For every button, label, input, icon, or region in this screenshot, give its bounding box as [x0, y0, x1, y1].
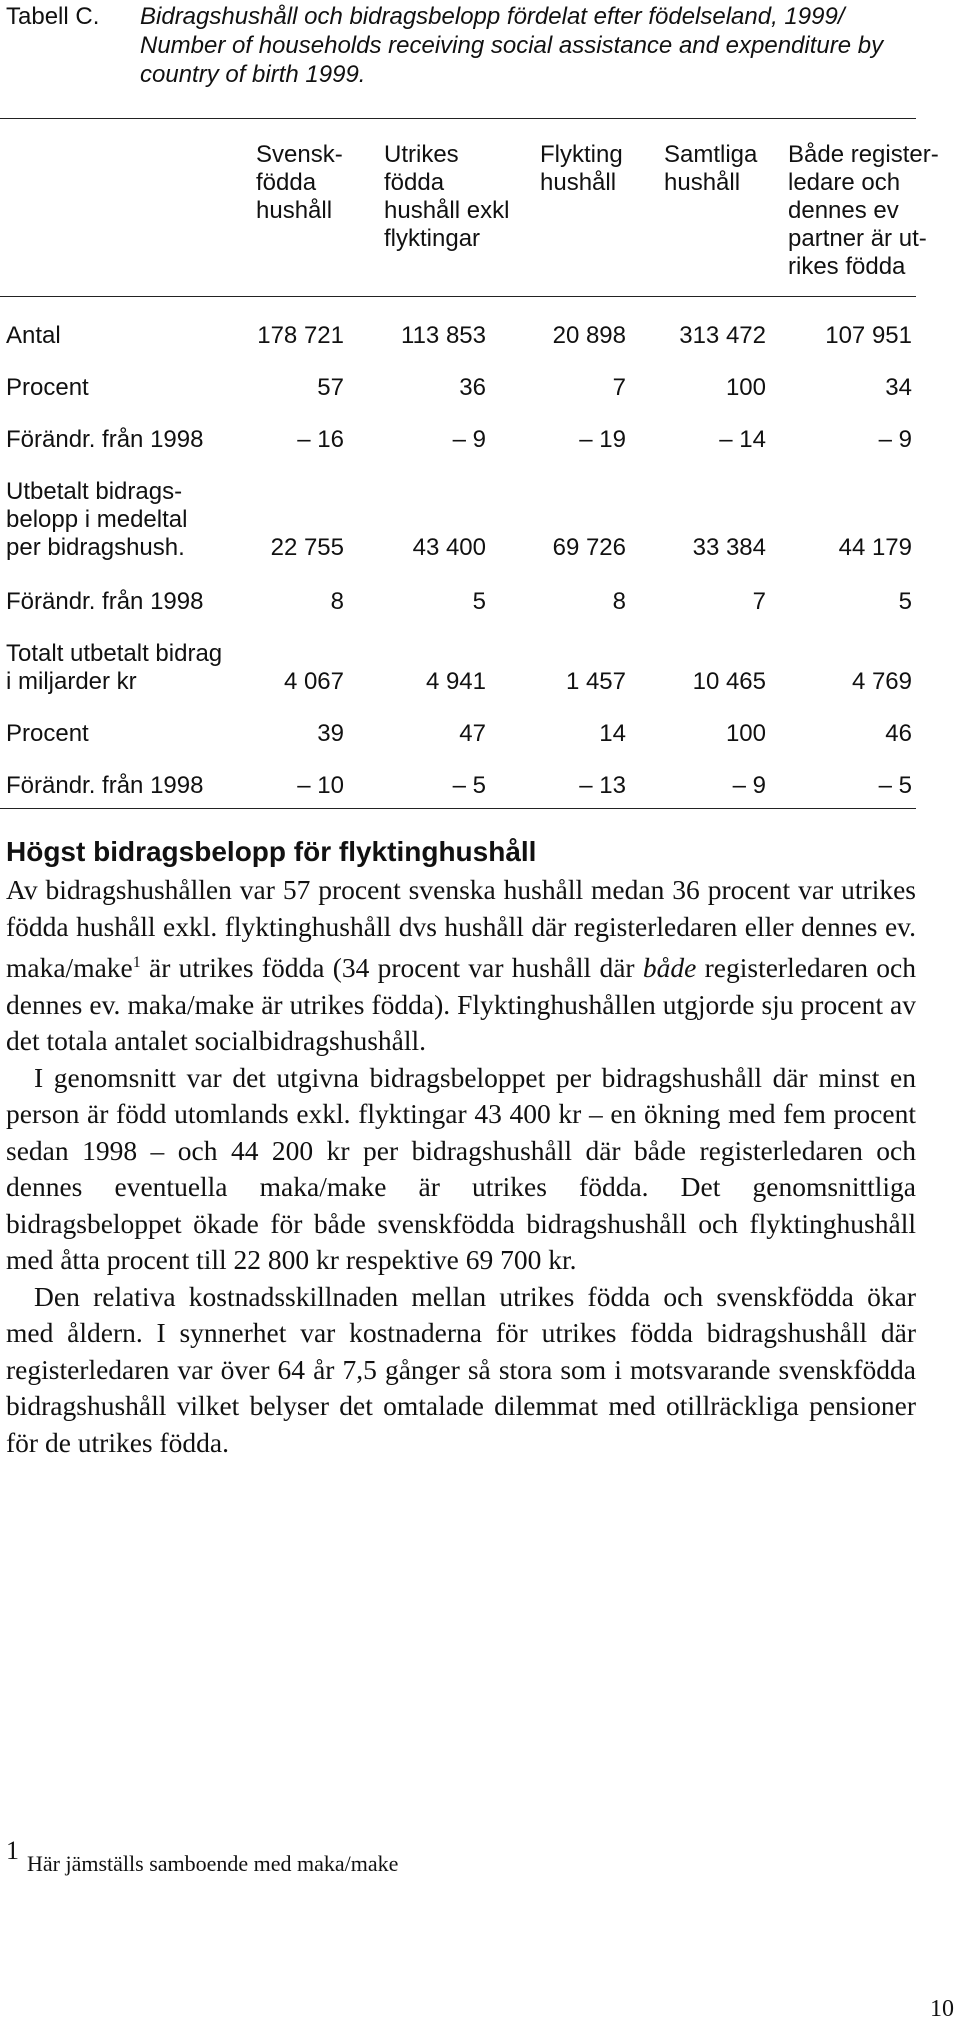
- paragraph-text: registerledaren och dennes ev. maka/make är utrikes födda). Flyktinghushållen utgjorde sju procent av det totala antalet socialbidragshushåll.: [6, 952, 916, 1057]
- table-cell: 20 898: [552, 322, 626, 349]
- row-label: Totalt utbetalt bidrag i miljarder kr: [6, 640, 223, 695]
- table-cell: – 5: [878, 772, 912, 799]
- table-cell: 33 384: [692, 534, 766, 561]
- table-cell: 7: [612, 374, 626, 401]
- paragraph: I genomsnitt var det utgivna bidragsbeloppet per bidragshushåll där minst en person är född utomlands exkl. flyktingar 43 400 kr – en ökning med fem procent sedan 1998 – och 44 200 kr per bidragshushåll där både registerledaren och dennes eventuella maka/make är utrikes födda. Det genomsnittliga bidragsbeloppet ökade för både svenskfödda bidragshushåll och flyktinghushåll med åtta procent till 22 800 kr respektive 69 700 kr.: [6, 1061, 916, 1276]
- table-cell: 4 769: [851, 668, 912, 695]
- row-label: Antal: [6, 322, 61, 349]
- row-label: Förändr. från 1998: [6, 772, 204, 799]
- row-label: Procent: [6, 720, 89, 747]
- table-cell: 8: [330, 588, 344, 615]
- table-title: Bidragshushåll och bidragsbelopp fördelat efter födelseland, 1999/ Number of households receiving social assistance and expenditure by country of birth 1999.: [140, 3, 884, 88]
- table-cell: – 19: [579, 426, 626, 453]
- table-cell: 10 465: [692, 668, 766, 695]
- table-cell: 57: [317, 374, 344, 401]
- row-label: Procent: [6, 374, 89, 401]
- table-cell: 5: [898, 588, 912, 615]
- table-cell: 113 853: [401, 322, 486, 349]
- table-cell: – 5: [452, 772, 486, 799]
- table-cell: – 13: [579, 772, 626, 799]
- table-cell: – 9: [732, 772, 766, 799]
- body-text: [6, 872, 916, 1461]
- table-cell: 47: [459, 720, 486, 747]
- table-cell: – 16: [297, 426, 344, 453]
- footnote-marker: 1: [6, 1836, 19, 1865]
- row-label: Förändr. från 1998: [6, 588, 204, 615]
- table-cell: 22 755: [270, 534, 344, 561]
- row-label: Förändr. från 1998: [6, 426, 204, 453]
- section-heading: Högst bidragsbelopp för flyktinghushåll: [6, 836, 537, 867]
- paragraph-text: Av bidragshushållen var 57 procent svenska hushåll medan 36 procent var utrikes födda hushåll exkl. flyktinghushåll dvs hushåll där registerledaren eller dennes ev. maka/make: [6, 874, 916, 984]
- table-cell: 5: [472, 588, 486, 615]
- table-cell: 100: [725, 374, 766, 401]
- column-header-samtliga: Samtliga hushåll: [664, 141, 758, 196]
- table-cell: 34: [885, 374, 912, 401]
- table-cell: 107 951: [825, 322, 912, 349]
- table-cell: 178 721: [257, 322, 344, 349]
- table-bottom-rule: [0, 808, 916, 809]
- table-number: Tabell C.: [6, 3, 100, 30]
- paragraph-text: är utrikes födda (34 procent var hushåll där: [140, 952, 643, 984]
- row-label: Utbetalt bidrags- belopp i medeltal per bidragshush.: [6, 478, 188, 561]
- column-header-bade-utrikes: Både register- ledare och dennes ev partner är ut- rikes födda: [788, 141, 939, 280]
- footnote-ref: 1: [132, 954, 141, 971]
- table-cell: 7: [752, 588, 766, 615]
- table-top-rule: [0, 118, 916, 119]
- paragraph: [6, 872, 916, 1060]
- table-cell: 43 400: [412, 534, 486, 561]
- table-cell: 100: [725, 720, 766, 747]
- table-cell: – 9: [452, 426, 486, 453]
- table-header-rule: [0, 296, 916, 297]
- table-cell: 69 726: [552, 534, 626, 561]
- table-cell: 36: [459, 374, 486, 401]
- column-header-utrikes-fodda: Utrikes födda hushåll exkl flyktingar: [384, 141, 510, 252]
- table-cell: 44 179: [838, 534, 912, 561]
- table-cell: 14: [599, 720, 626, 747]
- table-cell: 4 067: [283, 668, 344, 695]
- table-cell: 39: [317, 720, 344, 747]
- column-header-svenskfodda: Svensk- födda hushåll: [256, 141, 343, 224]
- footnote-text: Här jämställs samboende med maka/make: [27, 1851, 399, 1876]
- emphasis: både: [642, 952, 697, 984]
- table-cell: – 10: [297, 772, 344, 799]
- table-cell: – 14: [719, 426, 766, 453]
- footnote: [6, 1836, 398, 1877]
- table-cell: 1 457: [565, 668, 626, 695]
- table-cell: 313 472: [679, 322, 766, 349]
- paragraph: Den relativa kostnadsskillnaden mellan utrikes födda och svenskfödda ökar med åldern. I synnerhet var kostnaderna för utrikes födda bidragshushåll där registerledaren var över 64 år 7,5 gånger så stora som i motsvarande svenskfödda bidragshushåll vilket belyser det omtalade dilemmat med otillräckliga pensioner för de utrikes födda.: [6, 1280, 916, 1458]
- table-cell: 46: [885, 720, 912, 747]
- table-cell: 4 941: [425, 668, 486, 695]
- table-cell: – 9: [878, 426, 912, 453]
- column-header-flykting: Flykting hushåll: [540, 141, 623, 196]
- page-number: 10: [930, 1996, 954, 2022]
- table-cell: 8: [612, 588, 626, 615]
